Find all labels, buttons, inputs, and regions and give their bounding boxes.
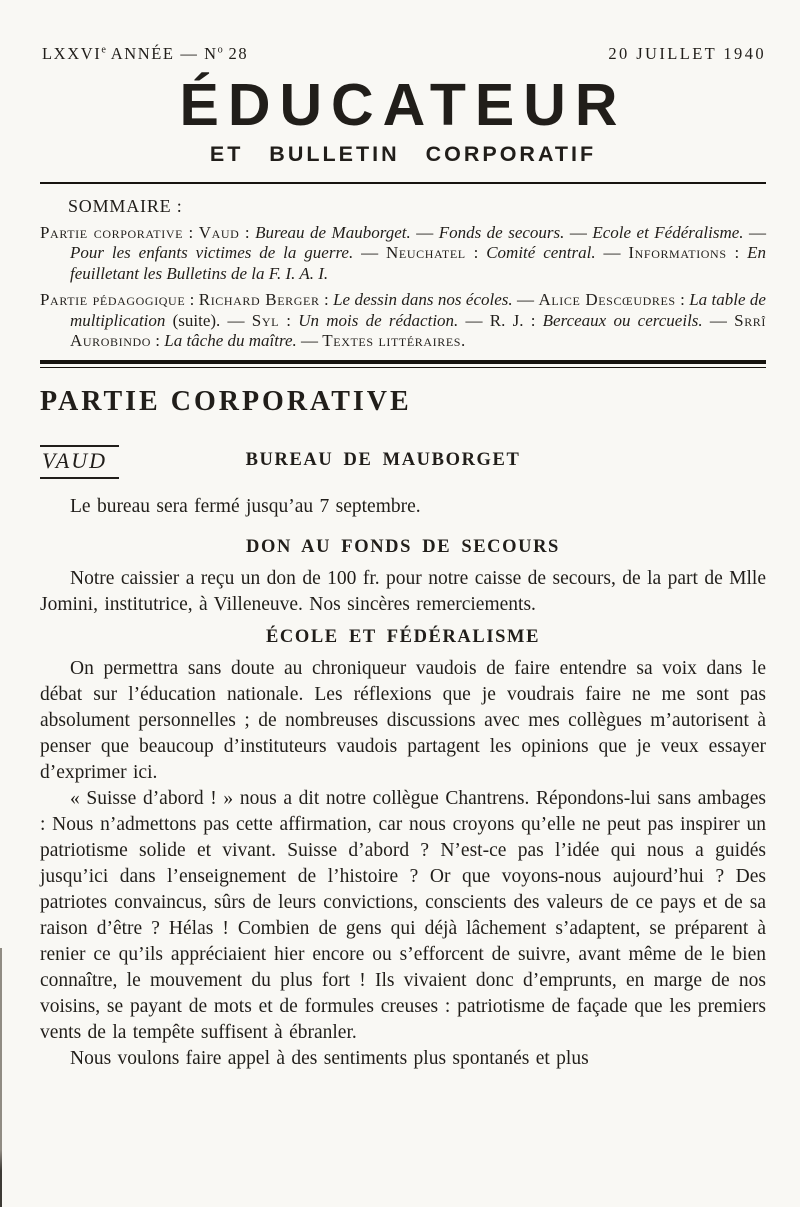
issue-number: LXXVIe ANNÉE — $N^o$ 28 bbox=[42, 44, 249, 63]
region-label-vaud: VAUD bbox=[40, 445, 119, 479]
rule-above-sommaire bbox=[40, 182, 766, 184]
article-ecole-paragraph-3: Nous voulons faire appel à des sentiments plus spontanés et plus bbox=[70, 1047, 589, 1069]
article-don-paragraph: Notre caissier a reçu un don de 100 fr. pour notre caisse de secours, de la part de Mlle Jomini, institutrice, à Villeneuve. Nos sincères remerciements. bbox=[40, 567, 766, 615]
article-ecole-paragraph-2: « Suisse d’abord ! » nous a dit notre collègue Chantrens. Répondons-lui sans ambages : Nous n’admettons pas cette affirmation, car nous croyons qu’elle ne peut pas inspirer un patriotisme solide et vivant. Suisse d’abord ? N’est-ce pas l’idée qui nous a guidés jusqu’ici dans l’enseignement de l’histoire ? Or que voyons-nous aujourd’hui ? Des patriotes convaincus, sûrs de leurs convictions, conscients des valeurs de ce pays et de sa raison d’être ? Hélas ! Combien de gens qui déjà lâchement s’adaptent, se préparent à renier ce qu’ils appréciaient hier encore ou s’efforcent de suivre, avant même de le bien connaître, le mouvement du plus fort ! Ils vivaient donc d’emprunts, en marge de nos voisins, se payant de mots et de formules creuses : patriotisme de façade que les premiers vents de la tempête suffisent à ébranler. bbox=[40, 787, 766, 1043]
masthead-info-row bbox=[40, 44, 766, 64]
sommaire-entry-pedagogique: Partie pédagogique : Richard Berger : Le dessin dans nos écoles. — Alice Descœudres : La table de multiplication (suite). — Syl : Un mois de rédaction. — R. J. : Berceaux ou cercueils. — Srrî Aurobindo : La tâche du maître. — Textes littéraires. bbox=[40, 290, 766, 350]
scan-edge-artifact bbox=[0, 948, 2, 1207]
article-heading-ecole: ÉCOLE ET FÉDÉRALISME bbox=[265, 626, 541, 647]
article-heading-bureau: BUREAU DE MAUBORGET bbox=[245, 449, 521, 470]
article-bureau-paragraph: Le bureau sera fermé jusqu’au 7 septembre. bbox=[70, 495, 421, 517]
region-row bbox=[40, 443, 766, 485]
issue-date: 20 JUILLET 1940 bbox=[608, 44, 766, 63]
sommaire-entry-corporative: Partie corporative : Vaud : Bureau de Mauborget. — Fonds de secours. — Ecole et Fédéralisme. — Pour les enfants victimes de la guerre. — Neuchatel : Comité central. — Informations : En feuilletant les Bulletins de la F. I. A. I. bbox=[40, 222, 767, 283]
publication-subtitle: ET BULLETIN CORPORATIF bbox=[209, 142, 597, 166]
sommaire-label: SOMMAIRE : bbox=[68, 195, 183, 216]
article-ecole-paragraph-1: On permettra sans doute au chroniqueur vaudois de faire entendre sa voix dans le débat sur l’éducation nationale. Les réflexions que je voudrais faire ne me sont pas absolument personnelles ; de nombreuses discussions avec mes collègues m’autorisent à penser que beaucoup d’instituteurs vaudois partagent les opinions que je veux essayer d’exprimer ici. bbox=[40, 657, 766, 783]
sommaire-section bbox=[40, 196, 766, 352]
part-title-corporative: PARTIE CORPORATIVE bbox=[40, 385, 412, 417]
publication-title: ÉDUCATEUR bbox=[179, 72, 627, 138]
rule-below-sommaire bbox=[40, 360, 766, 368]
article-heading-don: DON AU FONDS DE SECOURS bbox=[246, 536, 560, 557]
